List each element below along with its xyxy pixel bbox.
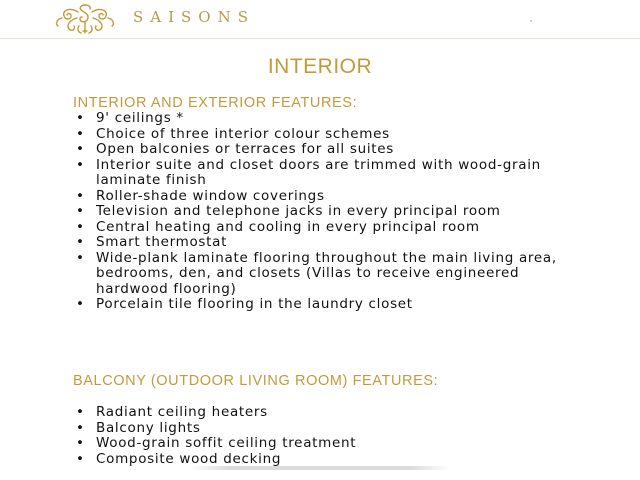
bullet-icon: • xyxy=(76,218,85,235)
list-item xyxy=(76,142,576,158)
list-item-text: Radiant ceiling heaters xyxy=(96,404,268,420)
list-item-text: Interior suite and closet doors are trimmed with wood-grain laminate finish xyxy=(96,156,541,188)
list-item xyxy=(76,127,576,143)
list-item xyxy=(76,111,576,127)
list-item xyxy=(76,189,576,205)
header-divider-dot xyxy=(530,20,532,22)
bullet-icon: • xyxy=(76,435,85,451)
bullet-icon: • xyxy=(76,249,85,266)
list-item-text: Central heating and cooling in every principal room xyxy=(96,218,480,235)
bullet-icon: • xyxy=(76,141,85,157)
bullet-icon: • xyxy=(76,419,85,436)
list-item xyxy=(76,235,576,251)
list-item xyxy=(76,436,576,452)
interior-features-heading: INTERIOR AND EXTERIOR FEATURES: xyxy=(73,95,358,111)
list-item-text: Choice of three interior colour schemes xyxy=(96,125,390,142)
bullet-icon: • xyxy=(76,125,85,142)
list-item xyxy=(76,220,576,236)
bullet-icon: • xyxy=(76,110,85,126)
list-item xyxy=(76,297,576,313)
list-item-text: Open balconies or terraces for all suites xyxy=(96,141,395,157)
list-item xyxy=(76,405,576,421)
list-item xyxy=(76,204,576,220)
bullet-icon: • xyxy=(76,203,85,219)
balcony-features-list xyxy=(76,405,576,467)
interior-features-list xyxy=(76,111,576,313)
brand-wordmark[interactable]: SAISONS xyxy=(133,8,256,26)
list-item-text: Roller-shade window coverings xyxy=(96,187,325,204)
list-item-text: Composite wood decking xyxy=(96,450,282,467)
bullet-icon: • xyxy=(76,296,85,312)
list-item-text: Wood-grain soffit ceiling treatment xyxy=(96,435,357,451)
bullet-icon: • xyxy=(76,187,85,204)
page-title: INTERIOR xyxy=(267,55,373,78)
site-header xyxy=(0,0,640,39)
list-item xyxy=(76,251,576,298)
list-item-text: Balcony lights xyxy=(96,419,201,436)
bullet-icon: • xyxy=(76,156,85,173)
balcony-features-heading: BALCONY (OUTDOOR LIVING ROOM) FEATURES: xyxy=(73,373,439,389)
bullet-icon: • xyxy=(76,234,85,250)
list-item-text: Television and telephone jacks in every principal room xyxy=(96,203,501,219)
list-item-text: Wide-plank laminate flooring throughout the main living area, bedrooms, den, and closets (Villas to receive engineered hardwood flooring) xyxy=(96,249,557,297)
list-item-text: 9' ceilings * xyxy=(96,110,184,126)
list-item xyxy=(76,421,576,437)
list-item-text: Porcelain tile flooring in the laundry closet xyxy=(96,296,413,312)
ornate-s-monogram-icon[interactable] xyxy=(50,2,120,36)
bullet-icon: • xyxy=(76,404,85,420)
list-item-text: Smart thermostat xyxy=(96,234,228,250)
list-item xyxy=(76,452,576,468)
list-item xyxy=(76,158,576,189)
footer-fade xyxy=(190,466,450,470)
bullet-icon: • xyxy=(76,450,85,467)
